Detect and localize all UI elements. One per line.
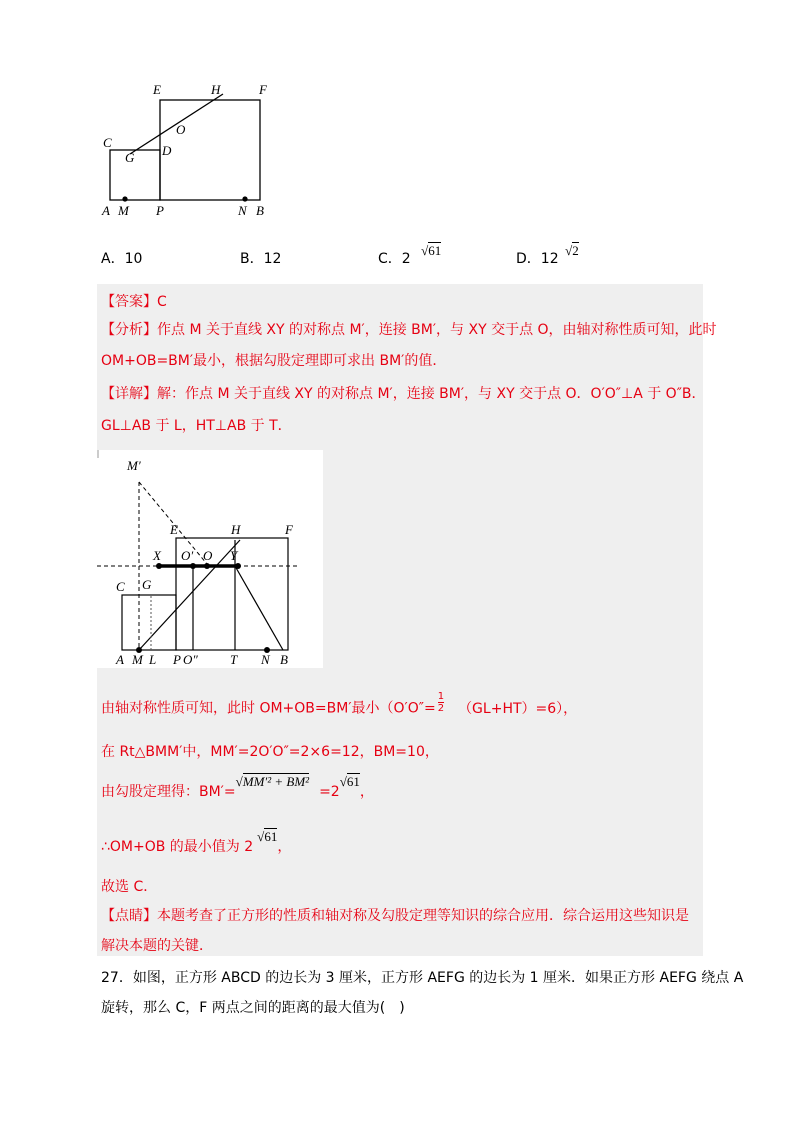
figure-1 xyxy=(96,78,286,224)
option-a[interactable]: A．10 xyxy=(101,251,143,267)
label-b2: B xyxy=(280,652,288,667)
solution-line-5: 故选 C． xyxy=(101,879,158,895)
label-o-prime: O′ xyxy=(181,548,194,563)
solution-line-3: 由勾股定理得：BM′=√MM′² + BM²=2√61， xyxy=(101,774,374,800)
label-o2: O xyxy=(203,548,213,563)
label-o: O xyxy=(176,122,186,137)
analysis-line-2: OM+OB=BM′最小，根据勾股定理即可求出 BM′的值． xyxy=(101,353,447,369)
label-c: C xyxy=(103,135,112,150)
comment-line-1: 【点睛】本题考查了正方形的性质和轴对称及勾股定理等知识的综合应用．综合运用这些知识是 xyxy=(101,908,689,924)
label-x: X xyxy=(153,548,161,563)
point-o-prime xyxy=(190,563,196,569)
analysis-line-1: 【分析】作点 M 关于直线 XY 的对称点 M′，连接 BM′，与 XY 交于点 O，由轴对称性质可知，此时 xyxy=(101,322,717,338)
label-m-prime: M′ xyxy=(127,458,141,473)
label-m2: M xyxy=(132,652,143,667)
question-27-line-1: 27．如图，正方形 ABCD 的边长为 3 厘米，正方形 AEFG 的边长为 1 厘米．如果正方形 AEFG 绕点 A xyxy=(101,970,744,986)
detail-line-1: 【详解】解：作点 M 关于直线 XY 的对称点 M′，连接 BM′，与 XY 交于点 O．O′O″⊥A 于 O″B． xyxy=(101,386,706,402)
label-h2: H xyxy=(231,522,241,537)
point-o xyxy=(204,563,210,569)
label-n2: N xyxy=(261,652,270,667)
answer-line: 【答案】C xyxy=(101,294,167,310)
point-x xyxy=(156,563,162,569)
label-p: P xyxy=(156,203,164,218)
label-a: A xyxy=(102,203,110,218)
label-l: L xyxy=(149,652,157,667)
label-e: E xyxy=(153,82,161,97)
label-g: G xyxy=(125,150,135,165)
solution-line-1: 由轴对称性质可知，此时 OM+OB=BM′最小（O′O″= $\frac{1}{2}$ （GL+HT）=6）， xyxy=(101,691,578,717)
label-b: B xyxy=(256,203,264,218)
label-y: Y xyxy=(230,548,238,563)
comment-line-2: 解决本题的关键． xyxy=(101,938,213,954)
point-n xyxy=(242,196,247,201)
point-y xyxy=(235,563,241,569)
label-o-double: O″ xyxy=(183,652,198,667)
label-f: F xyxy=(259,82,267,97)
question-27-line-2: 旋转，那么 C，F 两点之间的距离的最大值为( ) xyxy=(101,1000,405,1016)
label-e2: E xyxy=(170,522,178,537)
label-g2: G xyxy=(142,577,152,592)
option-d[interactable]: D．12 √2 xyxy=(516,243,579,267)
label-n: N xyxy=(238,203,247,218)
label-t: T xyxy=(230,652,238,667)
detail-line-2: GL⊥AB 于 L，HT⊥AB 于 T． xyxy=(101,418,292,434)
point-m xyxy=(122,196,127,201)
label-c2: C xyxy=(116,579,125,594)
option-b[interactable]: B．12 xyxy=(240,251,282,267)
label-d: D xyxy=(162,143,172,158)
label-p2: P xyxy=(173,652,181,667)
solution-line-2: 在 Rt△BMM′中，MM′=2O′O″=2×6=12，BM=10， xyxy=(101,744,439,760)
label-m: M xyxy=(118,203,129,218)
option-c[interactable]: C．2 √61 xyxy=(378,243,442,267)
label-f2: F xyxy=(285,522,293,537)
label-h: H xyxy=(211,82,221,97)
figure-2 xyxy=(97,450,323,668)
label-a2: A xyxy=(116,652,124,667)
solution-line-4: ∴OM+OB 的最小值为 2√61， xyxy=(101,829,292,855)
